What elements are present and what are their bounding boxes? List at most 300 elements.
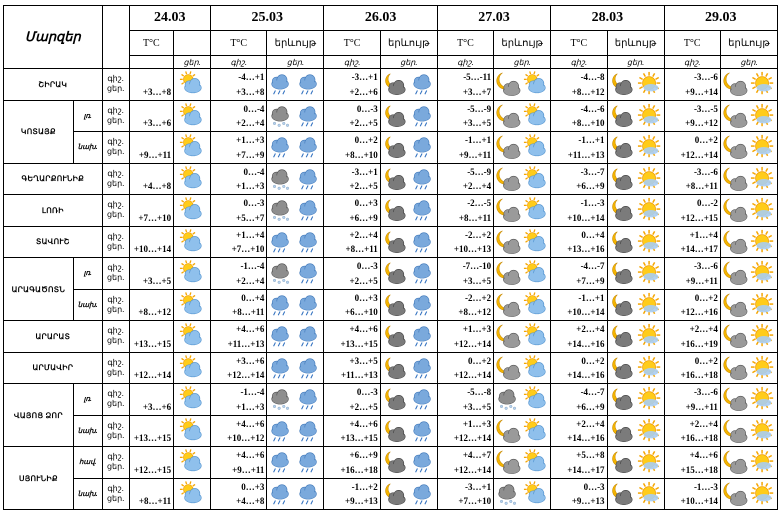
temp-unit-header: T°C — [211, 31, 267, 56]
rain-cloud-icon — [410, 166, 436, 192]
night-sub-header: գիշ. — [211, 56, 267, 69]
temp-cell-day1 — [129, 289, 174, 321]
day-temp: +10…+13 — [453, 244, 492, 254]
day-temp: +8…+12 — [138, 307, 172, 317]
temp-cell — [324, 258, 380, 290]
partly-sunny-icon — [523, 449, 549, 475]
date-header: 27.03 — [437, 6, 550, 31]
partly-sunny-icon — [174, 386, 210, 412]
partly-cloudy-night-icon — [382, 323, 408, 349]
day-temp: +4…+8 — [236, 496, 265, 506]
day-temp: +10…+14 — [567, 212, 605, 223]
period-labels — [102, 226, 129, 258]
partly-cloudy-night-icon — [382, 229, 408, 255]
phenomenon-cell — [267, 69, 324, 101]
night-temp: 0…-3 — [243, 198, 265, 208]
phenomenon-cell — [267, 321, 324, 353]
temp-cell — [211, 258, 267, 290]
region-name: ԱՐԱԳԱԾՈՏՆ — [4, 258, 74, 321]
rain-cloud-icon — [296, 103, 322, 129]
day-temp: +9…+11 — [458, 149, 492, 160]
night-period-label: գիշ. — [107, 357, 124, 367]
partly-sunny-icon — [523, 418, 549, 444]
temp-cell — [437, 163, 493, 195]
rain-cloud-icon — [268, 481, 294, 507]
temp-cell — [324, 163, 380, 195]
temp-unit-header: T°C — [664, 31, 720, 56]
temp-cell — [211, 163, 267, 195]
temp-cell — [437, 132, 493, 164]
partly-cloudy-night-icon — [609, 481, 635, 507]
phenomenon-cell — [720, 100, 777, 132]
weather-forecast-table — [3, 5, 778, 510]
temp-cell — [211, 384, 267, 416]
temp-cell — [211, 195, 267, 227]
night-period-label: գիշ. — [107, 294, 124, 304]
partly-cloudy-night-icon — [609, 449, 635, 475]
rain-cloud-icon — [296, 229, 322, 255]
rain-cloud-icon — [268, 292, 294, 318]
night-temp: -3…-6 — [693, 387, 718, 397]
day-period-label: ցեր. — [106, 304, 125, 314]
period-labels — [102, 163, 129, 195]
subregion-name: լռ. — [73, 100, 102, 132]
sunny-icon — [637, 229, 663, 255]
phenomenon-header: երևույթ — [720, 31, 777, 56]
temp-cell — [551, 352, 607, 384]
date-header: 24.03 — [129, 6, 210, 31]
day-temp: +12…+15 — [133, 464, 172, 475]
phenomenon-header: երևույթ — [494, 31, 551, 56]
phenomenon-header: երևույթ — [267, 31, 324, 56]
phenomenon-cell — [607, 163, 664, 195]
phenomenon-cell — [607, 321, 664, 353]
day-temp: +13…+16 — [567, 244, 605, 254]
moon-cloud-icon — [722, 292, 748, 318]
temp-cell — [211, 447, 267, 479]
temp-cell-day1 — [129, 384, 174, 416]
region-name: ՇԻՐԱԿ — [4, 69, 103, 101]
sunny-icon — [637, 260, 663, 286]
temp-cell — [437, 415, 493, 447]
snow-cloud-icon — [268, 197, 294, 223]
table-row — [4, 352, 778, 384]
snow-cloud-icon — [268, 166, 294, 192]
phenomenon-cell — [720, 447, 777, 479]
phenomenon-cell — [267, 289, 324, 321]
partly-cloudy-night-icon — [609, 71, 635, 97]
subregion-name: լռ. — [73, 384, 102, 416]
night-period-label: գիշ. — [107, 105, 124, 115]
phenomenon-cell — [494, 100, 551, 132]
table-row — [4, 258, 778, 290]
temp-cell — [211, 352, 267, 384]
night-temp: -5…-9 — [467, 166, 492, 177]
phenomenon-cell-day1 — [174, 226, 211, 258]
temp-cell — [551, 478, 607, 510]
rain-cloud-icon — [296, 166, 322, 192]
phenomenon-cell — [494, 226, 551, 258]
temp-cell — [324, 384, 380, 416]
moon-cloud-icon — [722, 134, 748, 160]
sunny-icon — [637, 134, 663, 160]
night-temp: 0…+3 — [354, 292, 378, 303]
rain-cloud-icon — [268, 323, 294, 349]
phenomenon-cell-day1 — [174, 163, 211, 195]
night-temp: +5…+8 — [576, 450, 605, 460]
night-sub-header: գիշ. — [324, 56, 380, 69]
night-temp: 0…+2 — [694, 135, 718, 145]
table-row — [4, 321, 778, 353]
partly-sunny-icon — [523, 292, 549, 318]
phenomenon-cell — [380, 226, 437, 258]
moon-cloud-icon — [722, 71, 748, 97]
rain-cloud-icon — [268, 134, 294, 160]
rain-cloud-icon — [296, 292, 322, 318]
day-temp: +2…+5 — [349, 275, 378, 286]
phenomenon-cell — [267, 352, 324, 384]
temp-cell-day1 — [129, 100, 174, 132]
partly-cloudy-night-icon — [609, 292, 635, 318]
sunny-icon — [637, 197, 663, 223]
phenomenon-cell — [494, 352, 551, 384]
temp-cell — [664, 478, 720, 510]
day-temp: +7…+10 — [231, 244, 265, 254]
partly-cloudy-night-icon — [609, 355, 635, 381]
day-temp: +7…+9 — [576, 275, 605, 286]
day-temp: +8…+11 — [232, 307, 265, 317]
rain-cloud-icon — [296, 197, 322, 223]
day-temp: +3…+5 — [462, 275, 492, 286]
day-period-label: ցեր. — [106, 147, 125, 157]
temp-cell — [551, 195, 607, 227]
night-temp: -3…+1 — [465, 481, 492, 492]
snow-cloud-icon — [268, 386, 294, 412]
partly-sunny-icon — [174, 260, 210, 286]
table-row — [4, 478, 778, 510]
phenomenon-cell — [267, 478, 324, 510]
phenomenon-cell — [380, 69, 437, 101]
night-temp: 0…-4 — [243, 166, 265, 177]
night-temp: +3…+6 — [236, 355, 265, 366]
phenomenon-cell-day1 — [174, 321, 211, 353]
moon-cloud-icon — [722, 386, 748, 412]
rain-cloud-icon — [410, 386, 436, 412]
temp-cell — [324, 352, 380, 384]
temp-cell — [211, 132, 267, 164]
night-temp: 0…-3 — [356, 103, 378, 114]
day-temp: +8…+11 — [345, 244, 378, 254]
day-temp: +16…+18 — [680, 370, 718, 380]
night-temp: -1…+1 — [578, 292, 605, 303]
day-period-label: ցեր. — [106, 430, 125, 440]
day-temp: +12…+14 — [453, 338, 492, 349]
temp-cell — [211, 226, 267, 258]
moon-cloud-icon — [495, 71, 521, 97]
phenomenon-cell — [494, 69, 551, 101]
night-period-label: գիշ. — [107, 231, 124, 241]
night-temp: 0…+2 — [694, 355, 718, 366]
day-temp: +15…+18 — [680, 464, 718, 475]
sunny-icon — [750, 197, 776, 223]
day-temp: +9…+11 — [138, 149, 172, 160]
phenomenon-cell-day1 — [174, 100, 211, 132]
temp-cell — [211, 289, 267, 321]
table-row — [4, 100, 778, 132]
period-labels — [102, 478, 129, 510]
moon-cloud-icon — [495, 418, 521, 444]
temp-cell — [324, 447, 380, 479]
partly-sunny-icon — [174, 103, 210, 129]
sunny-icon — [637, 103, 663, 129]
region-name: ԼՈՌԻ — [4, 195, 103, 227]
temp-cell — [324, 289, 380, 321]
phenomenon-cell — [607, 384, 664, 416]
region-name: ՏԱՎՈՒՇ — [4, 226, 103, 258]
night-temp: +2…+4 — [689, 324, 718, 334]
phenomenon-cell — [720, 258, 777, 290]
rain-cloud-icon — [410, 481, 436, 507]
temp-cell — [324, 321, 380, 353]
partly-cloudy-night-icon — [382, 418, 408, 444]
day-temp: +7…+9 — [236, 149, 265, 160]
sunny-icon — [637, 449, 663, 475]
temp-cell — [664, 415, 720, 447]
day-temp: +8…+11 — [138, 496, 172, 506]
phenomenon-cell-day1 — [174, 132, 211, 164]
day-period-label: ցեր. — [106, 241, 125, 251]
day-temp: +12…+16 — [680, 307, 718, 317]
day-temp: +8…+10 — [571, 118, 605, 128]
temp-cell — [437, 258, 493, 290]
moon-cloud-icon — [722, 229, 748, 255]
day-temp: +12…+14 — [133, 370, 172, 380]
day-temp: +8…+10 — [345, 149, 378, 160]
day-temp: +11…+13 — [227, 338, 265, 349]
temp-cell — [551, 258, 607, 290]
region-name: ՎԱՅՈՑ ՁՈՐ — [4, 384, 74, 447]
rain-cloud-icon — [410, 323, 436, 349]
rain-cloud-icon — [410, 260, 436, 286]
night-temp: -3…-6 — [693, 72, 718, 82]
day-temp: +3…+7 — [462, 86, 492, 97]
partly-cloudy-night-icon — [609, 418, 635, 444]
sunny-icon — [750, 323, 776, 349]
day-temp: +6…+9 — [576, 181, 605, 191]
night-temp: -4…-7 — [580, 261, 605, 271]
day-sub-header: ցեր. — [174, 56, 211, 69]
day-period-label: ցեր. — [106, 84, 125, 94]
partly-sunny-icon — [523, 103, 549, 129]
temp-cell — [664, 69, 720, 101]
phenomenon-cell — [607, 132, 664, 164]
temp-cell — [324, 226, 380, 258]
day-temp: +8…+12 — [571, 86, 605, 97]
sunny-icon — [637, 481, 663, 507]
rain-cloud-icon — [268, 229, 294, 255]
subregion-name: նախ. — [73, 415, 102, 447]
phenomenon-cell — [720, 321, 777, 353]
night-temp: -4…-6 — [580, 103, 605, 114]
night-temp: -3…-6 — [693, 166, 718, 177]
night-period-label: գիշ. — [107, 137, 124, 147]
temp-sub-blank — [129, 56, 174, 69]
partly-sunny-icon — [174, 292, 210, 318]
rain-cloud-icon — [268, 355, 294, 381]
temp-cell-day1 — [129, 226, 174, 258]
day-temp: +9…+13 — [345, 496, 378, 506]
moon-cloud-icon — [495, 355, 521, 381]
sunny-icon — [750, 103, 776, 129]
moon-cloud-icon — [722, 355, 748, 381]
moon-cloud-icon — [722, 197, 748, 223]
phenomenon-cell — [720, 226, 777, 258]
temp-cell — [324, 415, 380, 447]
phenomenon-cell — [607, 69, 664, 101]
phenomenon-cell-day1 — [174, 195, 211, 227]
moon-cloud-icon — [495, 449, 521, 475]
table-row — [4, 447, 778, 479]
phenomenon-cell — [267, 384, 324, 416]
day-temp: +13…+15 — [340, 433, 378, 443]
temp-cell-day1 — [129, 478, 174, 510]
night-temp: -2…+2 — [465, 229, 492, 240]
day-temp: +8…+12 — [458, 307, 492, 317]
day-period-label: ցեր. — [106, 399, 125, 409]
night-temp: +1…+4 — [236, 229, 265, 240]
phenomenon-cell — [380, 100, 437, 132]
night-temp: 0…-3 — [356, 387, 378, 397]
night-temp: +4…+6 — [349, 324, 378, 334]
day-temp: +2…+4 — [462, 181, 492, 191]
phenomenon-cell — [267, 132, 324, 164]
phenomenon-cell — [267, 195, 324, 227]
rain-cloud-icon — [296, 71, 322, 97]
date-header: 26.03 — [324, 6, 437, 31]
temp-cell — [664, 384, 720, 416]
phenomenon-cell — [380, 258, 437, 290]
sunny-icon — [750, 260, 776, 286]
rain-cloud-icon — [296, 323, 322, 349]
day-temp: +7…+10 — [138, 212, 172, 223]
period-labels — [102, 132, 129, 164]
partly-cloudy-night-icon — [382, 71, 408, 97]
sunny-icon — [750, 229, 776, 255]
phenomenon-cell — [380, 289, 437, 321]
night-period-label: գիշ. — [107, 263, 124, 273]
temp-cell — [437, 352, 493, 384]
moon-cloud-icon — [722, 481, 748, 507]
moon-cloud-icon — [495, 260, 521, 286]
rain-cloud-icon — [296, 355, 322, 381]
day-temp: +13…+15 — [340, 338, 378, 349]
phenomenon-cell-day1 — [174, 69, 211, 101]
night-temp: -3…-5 — [693, 103, 718, 114]
temp-cell — [551, 289, 607, 321]
day-period-label: ցեր. — [106, 178, 125, 188]
phenomenon-cell — [720, 163, 777, 195]
day-temp: +3…+5 — [462, 401, 492, 412]
night-temp: +2…+4 — [349, 229, 378, 240]
region-name: ԳԵՂԱՐՔՈՒՆԻՔ — [4, 163, 103, 195]
temp-cell — [324, 69, 380, 101]
temp-unit-header: T°C — [437, 31, 493, 56]
sunny-icon — [637, 323, 663, 349]
temp-cell-day1 — [129, 321, 174, 353]
period-labels — [102, 69, 129, 101]
phenomenon-cell — [607, 352, 664, 384]
partly-cloudy-night-icon — [382, 134, 408, 160]
temp-cell — [664, 258, 720, 290]
temp-cell — [664, 321, 720, 353]
sunny-icon — [750, 449, 776, 475]
partly-sunny-icon — [523, 71, 549, 97]
temp-cell — [324, 132, 380, 164]
day-temp: +14…+16 — [567, 338, 605, 349]
phenomenon-cell — [720, 195, 777, 227]
temp-cell — [437, 447, 493, 479]
sunny-icon — [637, 386, 663, 412]
phenomenon-cell — [380, 447, 437, 479]
temp-cell — [551, 100, 607, 132]
day-period-label: ցեր. — [106, 493, 125, 503]
period-labels — [102, 384, 129, 416]
temp-cell — [551, 69, 607, 101]
day-temp: +3…+6 — [142, 401, 172, 412]
partly-cloudy-night-icon — [382, 386, 408, 412]
night-period-label: գիշ. — [107, 326, 124, 336]
table-row — [4, 415, 778, 447]
night-period-label: գիշ. — [107, 420, 124, 430]
temp-cell — [211, 321, 267, 353]
night-temp: 0…-3 — [583, 481, 605, 492]
partly-sunny-icon — [174, 197, 210, 223]
table-row — [4, 163, 778, 195]
night-temp: -3…-6 — [693, 261, 718, 271]
phenomenon-cell — [607, 447, 664, 479]
sunny-icon — [750, 166, 776, 192]
day-temp: +5…+7 — [236, 212, 265, 223]
night-temp: +2…+4 — [576, 324, 605, 334]
phenomenon-cell — [720, 384, 777, 416]
rain-cloud-icon — [410, 134, 436, 160]
partly-cloudy-night-icon — [609, 323, 635, 349]
phenomenon-cell — [494, 289, 551, 321]
temp-cell — [551, 415, 607, 447]
night-temp: 0…+3 — [354, 198, 378, 208]
day-temp: +12…+14 — [453, 464, 492, 475]
rain-cloud-icon — [410, 292, 436, 318]
day-period-label: ցեր. — [106, 462, 125, 472]
night-temp: 0…-3 — [356, 261, 378, 271]
day-temp: +4…+8 — [142, 181, 172, 191]
day-temp: +16…+18 — [680, 433, 718, 443]
day-temp: +3…+6 — [142, 118, 172, 128]
night-temp: -7…-10 — [462, 261, 492, 271]
day-temp: +12…+14 — [680, 149, 718, 160]
temp-cell — [324, 478, 380, 510]
temp-cell-day1 — [129, 447, 174, 479]
day-temp: +7…+10 — [458, 496, 492, 506]
partly-sunny-icon — [174, 71, 210, 97]
phenomenon-cell — [267, 226, 324, 258]
phenomenon-cell — [494, 447, 551, 479]
day-temp: +9…+12 — [685, 118, 718, 128]
temp-cell-day1 — [129, 163, 174, 195]
partly-cloudy-night-icon — [609, 229, 635, 255]
night-temp: +4…+6 — [689, 450, 718, 460]
phenomenon-cell — [494, 195, 551, 227]
